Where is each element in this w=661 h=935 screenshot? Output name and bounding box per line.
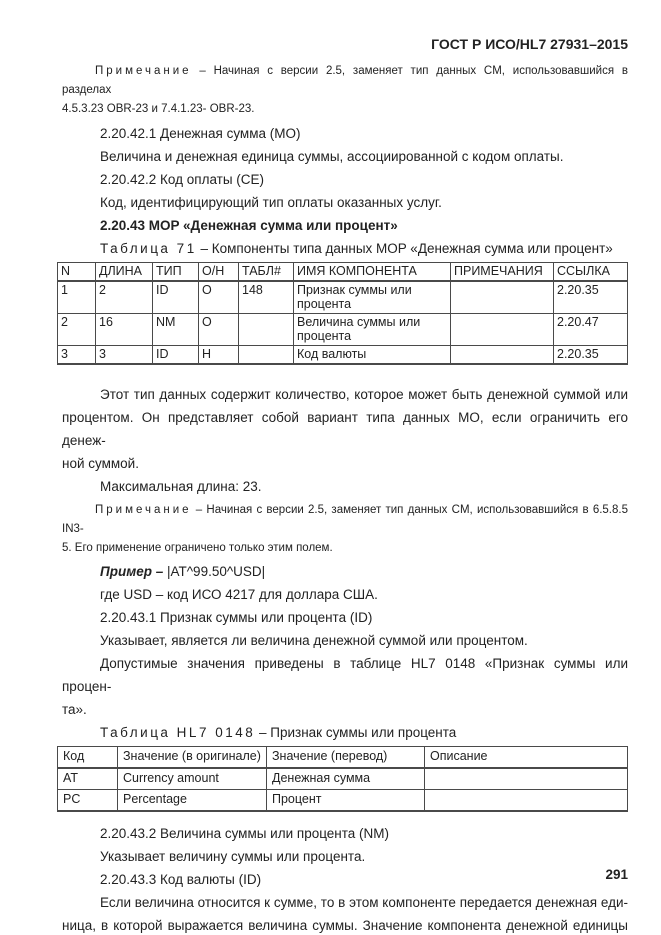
note-text: – Начиная с версии 2.5, заменяет тип данных CM, использовавшийся в разделах [62, 65, 628, 96]
table-cell: 3 [58, 346, 96, 365]
table-cell [239, 314, 294, 346]
section-heading-2-20-43: 2.20.43 MOP «Денежная сумма или процент» [100, 218, 398, 233]
table-cell: 16 [96, 314, 153, 346]
table-header-cell: ДЛИНА [96, 263, 153, 282]
note-2-line-1 [62, 501, 628, 539]
table-cell [451, 314, 554, 346]
table-hl7-0148 [57, 746, 628, 812]
table-header-cell: ПРИМЕЧАНИЯ [451, 263, 554, 282]
table-cell: Величина суммы или процента [294, 314, 451, 346]
table-71-caption-text: – Компоненты типа данных MOP «Денежная сумма или процент» [200, 241, 613, 256]
document-header-title: ГОСТ Р ИСО/HL7 27931–2015 [431, 36, 628, 52]
table-cell: 1 [58, 281, 96, 314]
table-header-cell: Код [58, 747, 118, 769]
table-71-header-row [58, 263, 628, 282]
table-71-caption-label: Таблица 71 [100, 241, 197, 256]
table-cell [425, 790, 628, 812]
table-0148-caption-label: Таблица HL7 0148 [100, 725, 256, 740]
note-label: Примечание [95, 504, 192, 516]
example-value: |AT^99.50^USD| [166, 564, 266, 579]
table-cell: AT [58, 768, 118, 790]
table-cell: Currency amount [118, 768, 267, 790]
page-number: 291 [605, 867, 628, 882]
table-cell: PC [58, 790, 118, 812]
table-header-cell: Описание [425, 747, 628, 769]
table-cell: О [199, 281, 239, 314]
note-1-line-1 [62, 62, 628, 100]
table-cell: 2 [58, 314, 96, 346]
table-header-cell: N [58, 263, 96, 282]
table-row [58, 346, 628, 365]
example-label: Пример – [100, 564, 164, 579]
table-header-cell: ИМЯ КОМПОНЕНТА [294, 263, 451, 282]
table-cell: 2.20.47 [554, 314, 628, 346]
table-71 [57, 262, 628, 365]
table-0148-caption [62, 721, 628, 744]
table-cell: Признак суммы или процента [294, 281, 451, 314]
paragraph-line: Если величина относится к сумме, то в этом компоненте передается денежная еди- [100, 895, 628, 910]
table-header-cell: ТАБЛ# [239, 263, 294, 282]
table-cell: ID [153, 346, 199, 365]
paragraph: Указывает, является ли величина денежной суммой или процентом. [100, 633, 528, 648]
section-heading-2-20-42-2: 2.20.42.2 Код оплаты (CE) [100, 172, 265, 187]
table-0148-header-row [58, 747, 628, 769]
table-row [58, 790, 628, 812]
table-header-cell: Значение (перевод) [267, 747, 425, 769]
section-heading-2-20-42-1: 2.20.42.1 Денежная сумма (MO) [100, 126, 301, 141]
table-cell: Денежная сумма [267, 768, 425, 790]
table-cell: 2 [96, 281, 153, 314]
table-cell: ID [153, 281, 199, 314]
table-cell: 148 [239, 281, 294, 314]
table-cell: Код валюты [294, 346, 451, 365]
paragraph-line: ница, в которой выражается величина суммы. Значение компонента денежной единицы [62, 918, 628, 933]
table-cell [425, 768, 628, 790]
section-heading-2-20-43-1: 2.20.43.1 Признак суммы или процента (ID) [100, 610, 373, 625]
table-header-cell: О/Н [199, 263, 239, 282]
table-header-cell: ТИП [153, 263, 199, 282]
table-cell: Н [199, 346, 239, 365]
note-label: Примечание [95, 65, 192, 77]
table-row [58, 314, 628, 346]
paragraph-line: Допустимые значения приведены в таблице HL7 0148 «Признак суммы или процен- [62, 656, 628, 694]
paragraph-line: ной суммой. [62, 456, 139, 471]
table-cell [451, 346, 554, 365]
note-1-line-2: 4.5.3.23 OBR-23 и 7.4.1.23- OBR-23. [62, 103, 255, 115]
note-2-line-2: 5. Его применение ограничено только этим полем. [62, 542, 333, 554]
table-cell: Percentage [118, 790, 267, 812]
table-cell: 3 [96, 346, 153, 365]
table-row [58, 281, 628, 314]
example-line [62, 560, 628, 583]
table-header-cell: Значение (в оригинале) [118, 747, 267, 769]
table-cell [239, 346, 294, 365]
paragraph: Указывает величину суммы или процента. [100, 849, 366, 864]
table-header-cell: ССЫЛКА [554, 263, 628, 282]
table-cell: 2.20.35 [554, 346, 628, 365]
paragraph: Код, идентифицирующий тип оплаты оказанных услуг. [100, 195, 442, 210]
section-heading-2-20-43-3: 2.20.43.3 Код валюты (ID) [100, 872, 262, 887]
paragraph: Величина и денежная единица суммы, ассоциированной с кодом оплаты. [100, 149, 564, 164]
table-0148-caption-text: – Признак суммы или процента [259, 725, 457, 740]
table-cell: NM [153, 314, 199, 346]
table-cell [451, 281, 554, 314]
section-heading-2-20-43-2: 2.20.43.2 Величина суммы или процента (NM) [100, 826, 390, 841]
paragraph-line: Этот тип данных содержит количество, которое может быть денежной суммой или [100, 387, 628, 402]
table-cell: 2.20.35 [554, 281, 628, 314]
max-length-line: Максимальная длина: 23. [100, 479, 262, 494]
note-text: – Начиная с версии 2.5, заменяет тип данных CM, использовавшийся в 6.5.8.5 IN3- [62, 504, 628, 535]
table-row [58, 768, 628, 790]
table-cell: О [199, 314, 239, 346]
where-line: где USD – код ИСО 4217 для доллара США. [100, 587, 378, 602]
paragraph-line: процентом. Он представляет собой вариант типа данных MO, если ограничить его денеж- [62, 410, 628, 448]
table-71-caption [62, 237, 628, 260]
table-cell: Процент [267, 790, 425, 812]
paragraph-line: та». [62, 702, 87, 717]
